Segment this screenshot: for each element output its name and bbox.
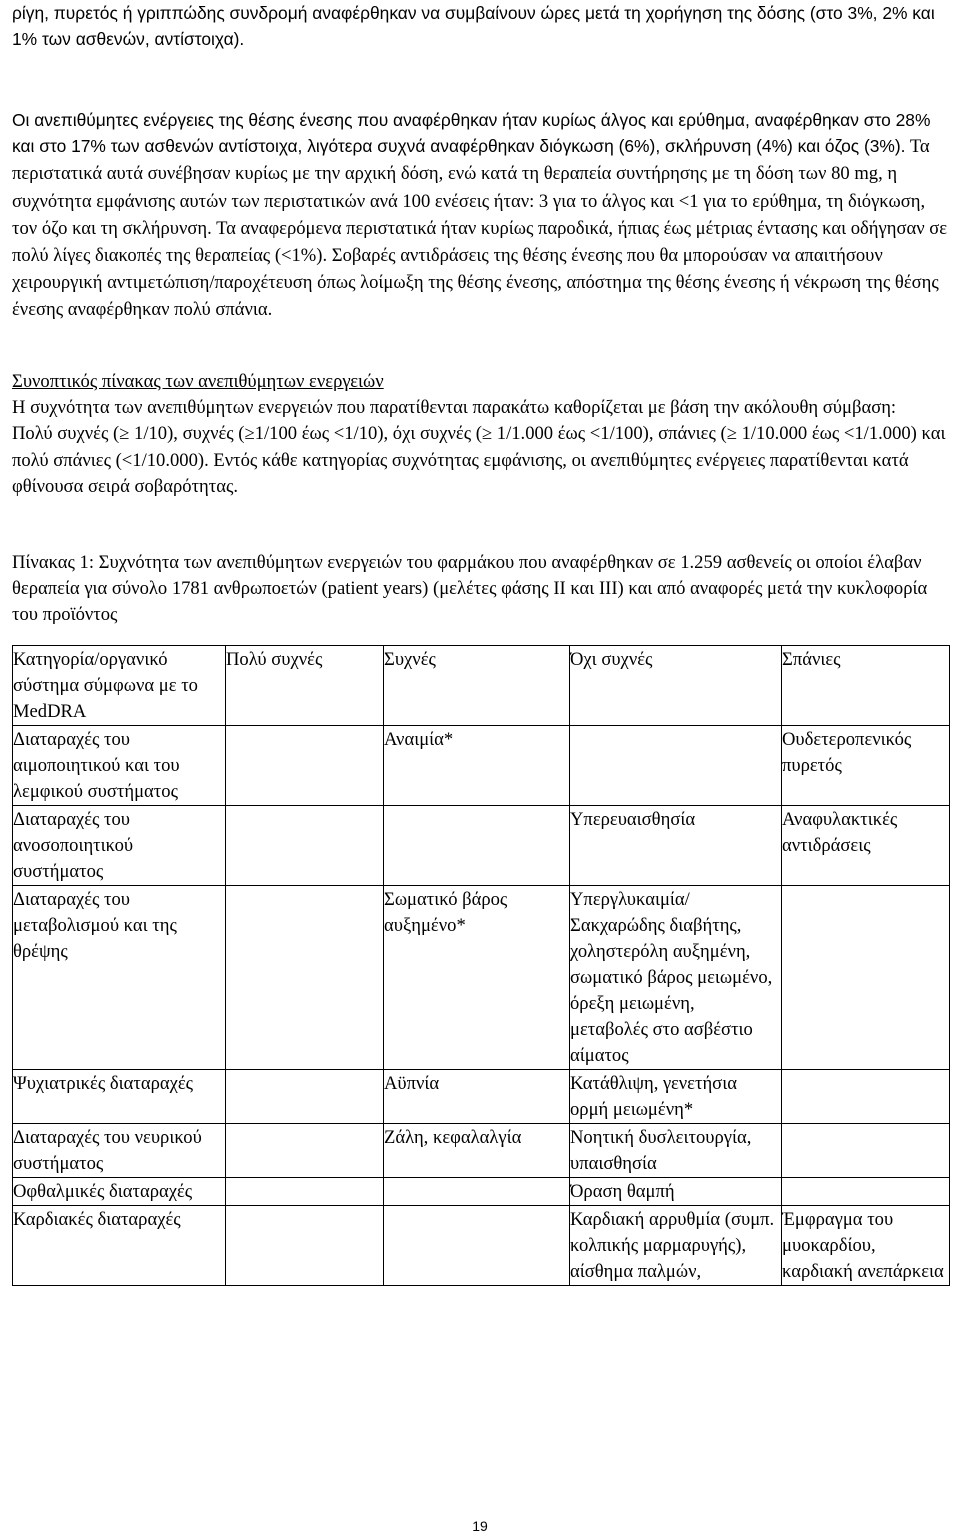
table-cell [384,806,570,886]
injection-site-paragraph [12,107,948,324]
table-title: Πίνακας 1: Συχνότητα των ανεπιθύμητων ενεργειών του φαρμάκου που αναφέρθηκαν σε 1.259 ασθενείς οι οποίοι έλαβαν θεραπεία για σύνολο 1781 ανθρωποετών (patient years) (μελέτες φάσης ΙΙ και ΙΙΙ) και από αναφορές μετά την κυκλοφορία του προϊόντος [12,552,928,626]
table-cell: Ζάλη, κεφαλαλγία [384,1124,570,1178]
conv-text: Πολύ συχνές ( [12,423,120,445]
table-cell: Αϋπνία [384,1070,570,1124]
table-cell [782,1124,950,1178]
conv-text: 1/100 έως <1/10), όχι συχνές ( [254,423,482,445]
table-row [13,1070,950,1124]
table-cell: Αναφυλακτικές αντιδράσεις [782,806,950,886]
header-cell: Όχι συχνές [570,646,782,726]
table-body [13,646,950,1286]
table-header-row [13,646,950,726]
table-cell [782,886,950,1070]
table-cell: Ουδετεροπενικός πυρετός [782,726,950,806]
conv-text: 1/10), συχνές ( [129,423,245,445]
table-row [13,1178,950,1206]
table-cell: Νοητική δυσλειτουργία, υπαισθησία [570,1124,782,1178]
injection-site-text-sans: Οι ανεπιθύμητες ενέργειες της θέσης ένεσης που αναφέρθηκαν ήταν κυρίως άλγος και ερύθημα, αναφέρθηκαν στο 28% και στο 17% των ασθενών αντίστοιχα, λιγότερα συχνά αναφέρθηκαν διόγκωση (6%), σκλήρυνση (4%) και όζος (3%). [12,110,931,157]
table-cell: Έμφραγμα του μυοκαρδίου, καρδιακή ανεπάρκεια [782,1206,950,1286]
table-cell: Υπεργλυκαιμία/ Σακχαρώδης διαβήτης, χοληστερόλη αυξημένη, σωματικό βάρος μειωμένο, όρεξη μειωμένη, μεταβολές στο ασβέστιο αίματος [570,886,782,1070]
page-number: 19 [472,1518,488,1534]
table-cell: Υπερευαισθησία [570,806,782,886]
table-cell: Σωματικό βάρος αυξημένο* [384,886,570,1070]
table-cell: Οφθαλμικές διαταραχές [13,1178,226,1206]
table-cell: Αναιμία* [384,726,570,806]
table-cell [226,886,384,1070]
table-cell [226,1070,384,1124]
summary-section [12,369,948,500]
table-cell: Διαταραχές του μεταβολισμού και της θρέψης [13,886,226,1070]
ge-symbol: ≥ [726,423,737,445]
header-cell: Σπάνιες [782,646,950,726]
frequency-convention [12,421,948,500]
table-row [13,726,950,806]
table-row [13,806,950,886]
table-cell [226,726,384,806]
table-cell: Διαταραχές του ανοσοποιητικού συστήματος [13,806,226,886]
table-cell [226,1206,384,1286]
table-cell [226,1178,384,1206]
table-cell [782,1070,950,1124]
table-cell [384,1206,570,1286]
table-cell [226,806,384,886]
table-cell [782,1178,950,1206]
header-cell: Συχνές [384,646,570,726]
ge-symbol: ≥ [481,423,493,445]
ge-symbol: ≥ [119,423,130,445]
adverse-reactions-table [12,645,950,1286]
table-cell: Διαταραχές του νευρικού συστήματος [13,1124,226,1178]
table-cell [384,1178,570,1206]
table-row [13,1124,950,1178]
table-row [13,1206,950,1286]
intro-paragraph: ρίγη, πυρετός ή γριππώδης συνδρομή αναφέρθηκαν να συμβαίνουν ώρες μετά τη χορήγηση της δόσης (στο 3%, 2% και 1% των ασθενών, αντίστοιχα). [12,3,935,50]
conv-text: 1/1.000 έως <1/100), σπάνιες ( [492,423,727,445]
table-cell: Καρδιακή αρρυθμία (συμπ. κολπικής μαρμαρυγής), αίσθημα παλμών, [570,1206,782,1286]
table-cell [570,726,782,806]
ge-symbol: ≥ [244,423,255,445]
table-cell [226,1124,384,1178]
table-row [13,886,950,1070]
header-cell: Πολύ συχνές [226,646,384,726]
summary-heading: Συνοπτικός πίνακας των ανεπιθύμητων ενεργειών [12,371,384,392]
injection-site-text-serif: Τα περιστατικά αυτά συνέβησαν κυρίως με την αρχική δόση, ενώ κατά τη θεραπεία συντήρησης με τη δόση των 80 mg, η συχνότητα εμφάνισης αυτών των περιστατικών ανά 100 ενέσεις ήταν: 3 για το άλγος και <1 για το ερύθημα, τη διόγκωση, τον όζο και τη σκλήρυνση. Τα αναφερόμενα περιστατικά ήταν κυρίως παροδικά, ήπιας έως μέτριας έντασης και οδήγησαν σε πολύ λίγες διακοπές της θεραπείας (<1%). Σοβαρές αντιδράσεις της θέσης ένεσης που θα μπορούσαν να απαιτήσουν χειρουργική αντιμετώπιση/παροχέτευση όπως λοίμωξη της θέσης ένεσης, απόστημα της θέσης ένεσης ή νέκρωση της θέσης ένεσης αναφέρθηκαν πολύ σπάνια. [12,136,948,321]
frequency-convention-intro: Η συχνότητα των ανεπιθύμητων ενεργειών που παρατίθενται παρακάτω καθορίζεται με βάση την ακόλουθη σύμβαση: [12,397,897,419]
header-cell: Κατηγορία/οργανικό σύστημα σύμφωνα με το MedDRA [13,646,226,726]
table-cell: Όραση θαμπή [570,1178,782,1206]
table-cell: Κατάθλιψη, γενετήσια ορμή μειωμένη* [570,1070,782,1124]
table-cell: Καρδιακές διαταραχές [13,1206,226,1286]
conv-text: 1/10.000 έως <1/1.000) και πολύ σπάνιες (<1/10.000). Εντός κάθε κατηγορίας συχνότητας εμφάνισης, οι ανεπιθύμητες ενέργειες παρατίθενται κατά φθίνουσα σειρά σοβαρότητας. [12,423,946,497]
table-cell: Ψυχιατρικές διαταραχές [13,1070,226,1124]
table-cell: Διαταραχές του αιμοποιητικού και του λεμφικού συστήματος [13,726,226,806]
